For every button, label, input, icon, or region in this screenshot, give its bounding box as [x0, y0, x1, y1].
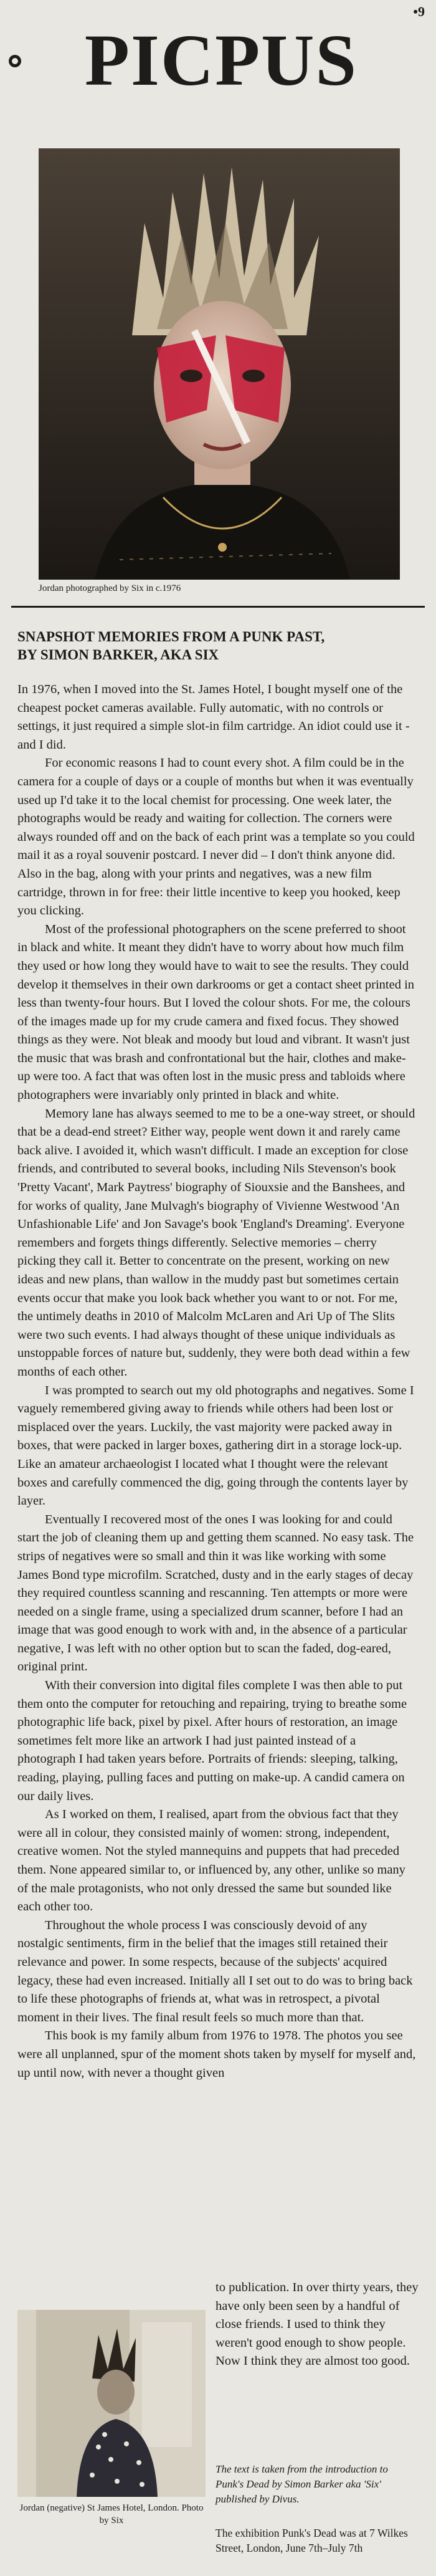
source-credit: The text is taken from the introduction to Punk's Dead by Simon Barker aka 'Six' published by Divus.	[216, 2463, 388, 2505]
paragraph: For economic reasons I had to count every shot. A film could be in the camera for a couple of days or a couple of months but when it was eventually used up I'd take it to the local chemist for processing. One week later, the photographs would be ready and waiting for collection. The corners were always rounded off and on the back of each print was a template so you could mail it as a royal souvenir postcard. I never did – I don't think anyone did. Also in the bag, along with your prints and negatives, was a new film cartridge, thrown in for free: their little incentive to keep you hooked, keep you clicking.	[17, 756, 415, 918]
negative-illustration	[17, 2310, 206, 2497]
portrait-illustration	[39, 148, 400, 580]
paragraph: I was prompted to search out my old photographs and negatives. Some I vaguely remembered giving away to friends while others had been lost or misplaced over the years. Luckily, the vast majority were packed away in boxes, that were packed in larger boxes, gathering dirt in a storage lock-up. Like an amateur archaeologist I located what I thought were the relevant boxes and carefully commenced the dig, going through the contents layer by layer.	[17, 1383, 414, 1508]
paragraph: Throughout the whole process I was consciously devoid of any nostalgic sentiments, firm in the belief that the images still retained their relevance and power. In some respects, because of the subjects' acquired legacy, these had even increased. Initially all I set out to do was to bring back to life these photographs of friends at, what was in retrospect, a pivotal moment in their lives. The final result feels so much more than that.	[17, 1918, 413, 2024]
article-body-continued	[216, 2279, 419, 2371]
photo-caption: Jordan photographed by Six in c.1976	[39, 583, 181, 593]
paragraph: In 1976, when I moved into the St. James Hotel, I bought myself one of the cheapest pocket cameras available. Fully automatic, with no controls or settings, it just required a simple slot-in film cartridge. An idiot could use it - and I did.	[17, 682, 410, 752]
paragraph: Most of the professional photographers on the scene preferred to shoot in black and white. It meant they didn't have to worry about how much film they used or how long they would have to wait to see the results. They could develop it themselves in their own darkrooms or get a contact sheet printed in less than twenty-four hours. But I loved the colour shots. For me, the colours of the images made up for my crude camera and fixed focus. They showed things as they were. Not bleak and moody but loud and vibrant. It wasn't just the music that was brash and confrontational but the hair, clothes and make-up were too. A fact that was often lost in the music press and tabloids where photographers were invariably only printed in black and white.	[17, 922, 415, 1103]
paragraph: to publication. In over thirty years, they have only been seen by a handful of close friends. I used to think they weren't good enough to show people. Now I think they are almost too good.	[216, 2281, 419, 2368]
portrait-photo-jordan	[39, 148, 400, 580]
photo-caption: Jordan (negative) St James Hotel, London. Photo by Six	[19, 2503, 204, 2526]
article-body	[17, 681, 416, 2082]
article-headline	[17, 628, 416, 664]
exhibition-note: The exhibition Punk's Dead was at 7 Wilkes Street, London, June 7th–July 7th	[216, 2527, 408, 2554]
circle-logo-icon	[9, 55, 21, 67]
paragraph: Eventually I recovered most of the ones I was looking for and could start the job of cleaning them up and getting them scanned. No easy task. The strips of negatives were so small and thin it was like working with some James Bond type microfilm. Scratched, dusty and in the early stages of decay they required countless scanning and rescanning. Ten attempts or more were needed on a single frame, using a specialized drum scanner, before I had an image that was good enough to work with and, in the absence of a particular negative, I was left with no other option but to scan the faded, dog-eared, original print.	[17, 1512, 414, 1674]
headline-line-2: BY SIMON BARKER, AKA SIX	[17, 646, 219, 663]
paragraph: Memory lane has always seemed to me to be a one-way street, or should that be a dead-end street? Either way, people went down it and rarely came back alive. I avoided it, which wasn't difficult. I made an exception for close friends, and contributed to several books, including Nils Stevenson's book 'Pretty Vacant', Mark Paytress' biography of Siouxsie and the Banshees, and for works of quality, Jane Mulvagh's biography of Vivienne Westwood 'An Unfashionable Life' and Jon Savage's book 'England's Dreaming'. Everyone remembers and forgets things differently. Selective memories – cherry picking they call it. Better to concentrate on the present, working on new ideas and new plans, than wallow in the muddy past but sometimes certain events occur that make you look back whether you want to or not. For me, the untimely deaths in 2010 of Malcolm McLaren and Ari Up of The Slits were two such events. I had always thought of these unique individuals as unstoppable forces of nature but, suddenly, they were both dead within a few months of each other.	[17, 1106, 415, 1379]
paragraph: As I worked on them, I realised, apart from the obvious fact that they were all in colour, they consisted mainly of women: strong, independent, creative women. Not the styled mannequins and puppets that had preceded them. None appeared similar to, or influenced by, any other, unlike so many of the male protagonists, who not only dressed the same but sounded like each other too.	[17, 1808, 405, 1914]
paragraph: This book is my family album from 1976 to 1978. The photos you see were all unplanned, spur of the moment shots taken by myself for myself and, up until now, with never a thought given	[17, 2029, 416, 2080]
page-number: •9	[413, 4, 425, 19]
section-title: PICPUS	[84, 19, 358, 101]
negative-photo-jordan	[17, 2310, 206, 2497]
section-divider	[11, 606, 425, 608]
headline-line-1: SNAPSHOT MEMORIES FROM A PUNK PAST,	[17, 629, 325, 644]
paragraph: With their conversion into digital files complete I was then able to put them onto the computer for retouching and repairing, trying to breathe some photographic life back, pixel by pixel. After hours of restoration, an image sometimes felt more like an artwork I had just painted instead of a photograph I had taken years before. Portraits of friends: sleeping, talking, reading, playing, pulling faces and putting on make-up. A candid camera on our daily lives.	[17, 1678, 407, 1803]
